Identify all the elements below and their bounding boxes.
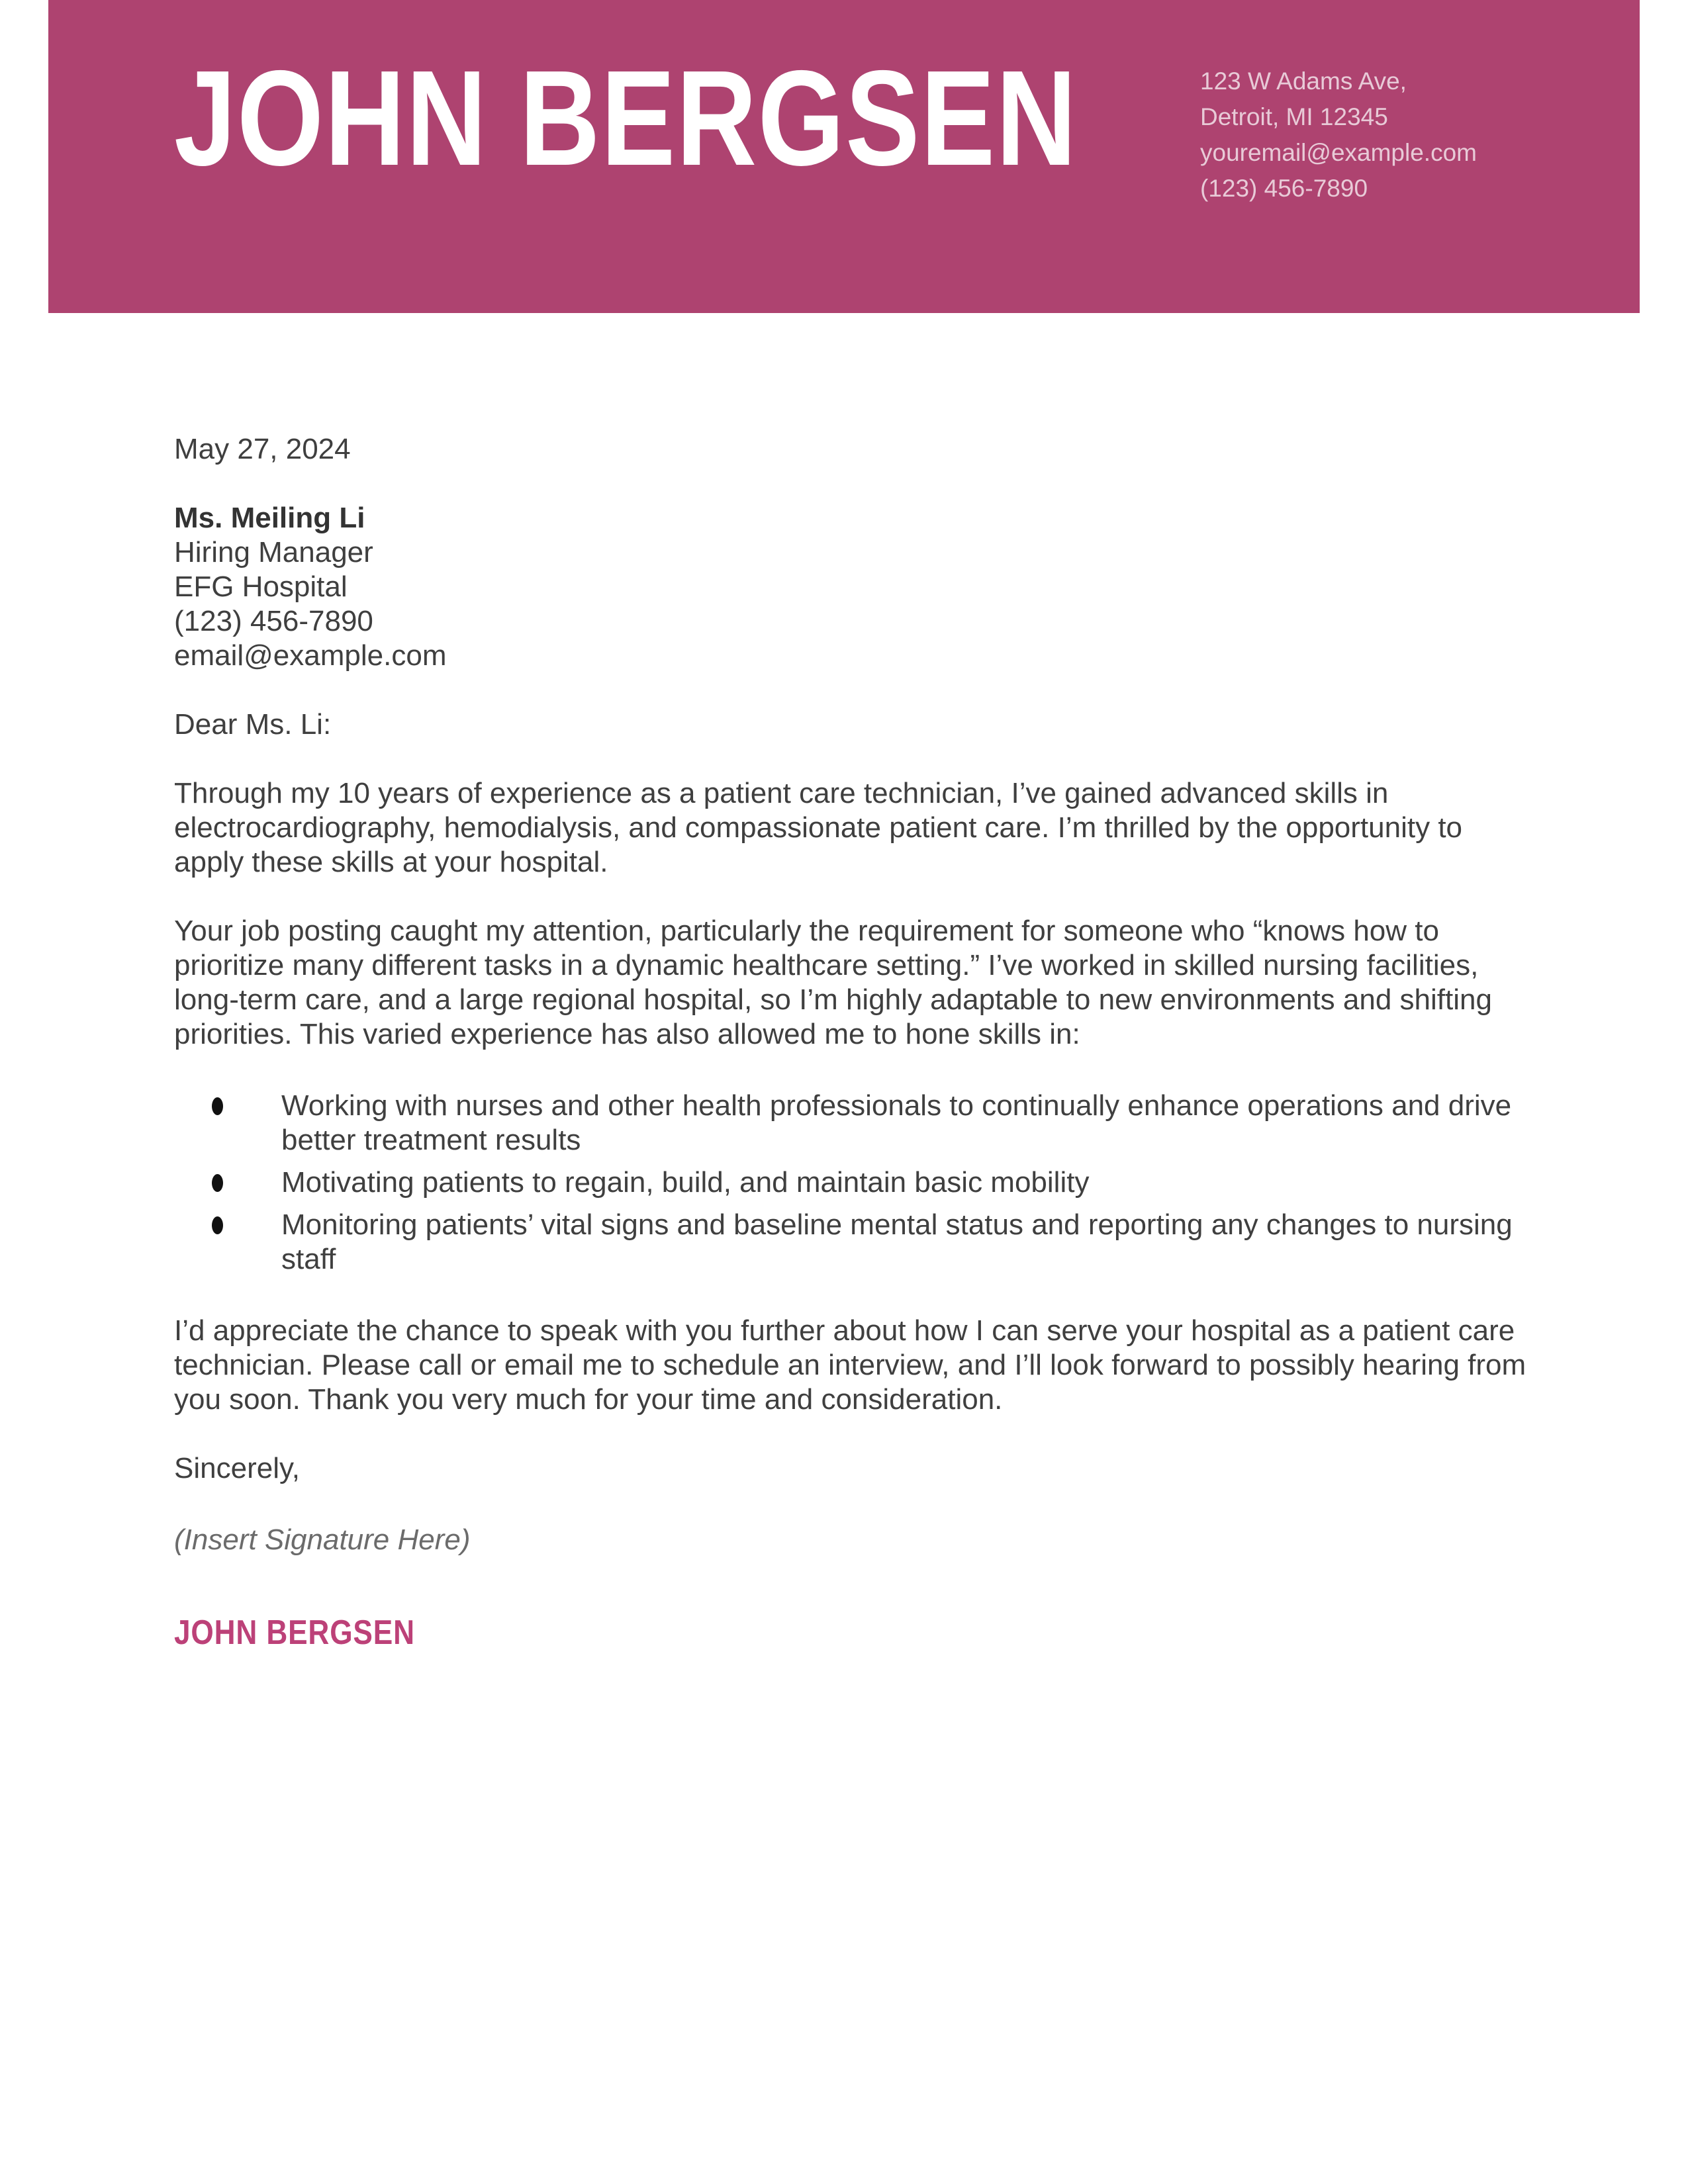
valediction: Sincerely, [174, 1452, 300, 1484]
bullet-icon [212, 1174, 223, 1192]
recipient-company: EFG Hospital [174, 570, 348, 603]
bullet-text: Monitoring patients’ vital signs and baseline mental status and reporting any changes to nursing staff [281, 1208, 1513, 1275]
signature-placeholder: (Insert Signature Here) [174, 1524, 471, 1556]
list-item [174, 1089, 1538, 1158]
list-item [174, 1208, 1538, 1277]
header-contact-block [1200, 64, 1477, 206]
applicant-email: youremail@example.com [1200, 139, 1477, 166]
applicant-name-heading: JOHN BERGSEN [174, 42, 1078, 194]
letter-date: May 27, 2024 [174, 433, 351, 465]
applicant-address-line1: 123 W Adams Ave, [1200, 68, 1407, 95]
recipient-name: Ms. Meiling Li [174, 502, 365, 534]
bullet-text: Motivating patients to regain, build, and maintain basic mobility [281, 1166, 1090, 1199]
recipient-email: email@example.com [174, 639, 447, 672]
salutation: Dear Ms. Li: [174, 708, 332, 741]
applicant-phone: (123) 456-7890 [1200, 175, 1368, 202]
paragraph-job-posting: Your job posting caught my attention, particularly the requirement for someone who “knows how to prioritize many different tasks in a dynamic healthcare setting.” I’ve worked in skilled nursing facilities, long-term care, and a large regional hospital, so I’m highly adaptable to new environments and shifting priorities. This varied experience has also allowed me to hone skills in: [174, 915, 1492, 1050]
signature-name: JOHN BERGSEN [174, 1614, 415, 1652]
applicant-address-line2: Detroit, MI 12345 [1200, 103, 1388, 130]
recipient-title: Hiring Manager [174, 536, 373, 569]
bullet-icon [212, 1097, 223, 1115]
bullet-text: Working with nurses and other health professionals to continually enhance operations and drive better treatment results [281, 1089, 1512, 1156]
list-item [174, 1165, 1538, 1200]
header-band [48, 0, 1640, 313]
recipient-phone: (123) 456-7890 [174, 605, 373, 637]
bullet-icon [212, 1216, 223, 1234]
recipient-block [174, 501, 1538, 673]
skills-bullet-list [174, 1089, 1538, 1277]
paragraph-experience: Through my 10 years of experience as a patient care technician, I’ve gained advanced skills in electrocardiography, hemodialysis, and compassionate patient care. I’m thrilled by the opportunity to apply these skills at your hospital. [174, 777, 1463, 878]
letter-body [174, 313, 1538, 1653]
paragraph-closing: I’d appreciate the chance to speak with you further about how I can serve your hospital as a patient care technician. Please call or email me to schedule an interview, and I’ll look forward to possibly hearing from you soon. Thank you very much for your time and consideration. [174, 1314, 1526, 1416]
